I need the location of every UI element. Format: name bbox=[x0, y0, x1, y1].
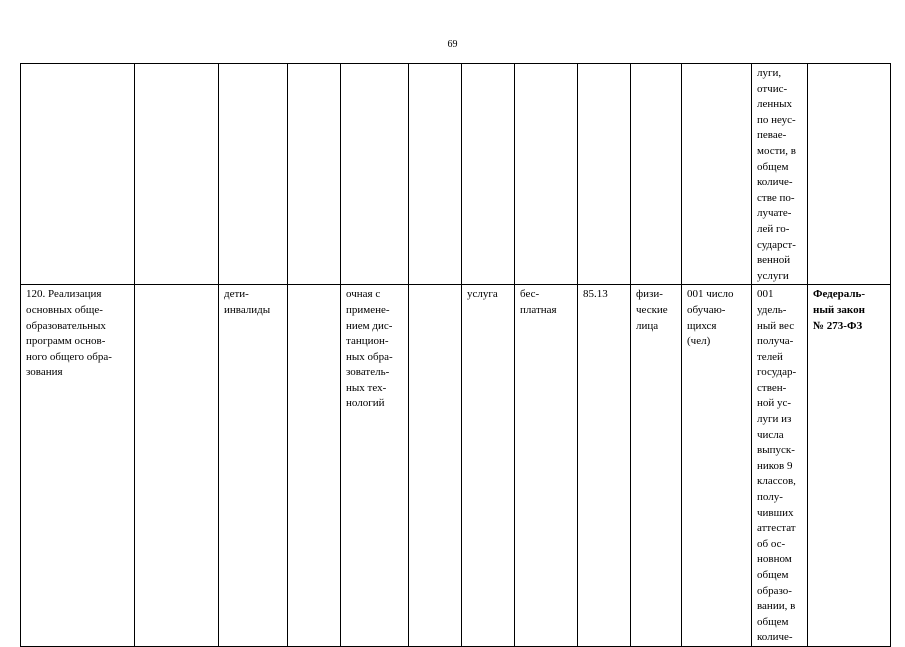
table-cell bbox=[288, 285, 341, 647]
table-cell bbox=[341, 64, 409, 285]
table-cell bbox=[409, 285, 462, 647]
volume-indicator-cell: 001 число обучаю- щихся (чел) bbox=[682, 285, 752, 647]
page-number: 69 bbox=[447, 39, 458, 50]
service-name-cell: 120. Реализация основных обще- образовательных программ основ- ного общего обра- зования bbox=[21, 285, 135, 647]
form-cell: очная с примене- нием дис- танцион- ных обра- зователь- ных тех- нологий bbox=[341, 285, 409, 647]
services-table bbox=[20, 63, 891, 647]
quality-indicator-cell: 001 удель- ный вес получа- телей государ- ствен- ной ус- луги из числа выпуск- ников 9 классов, полу- чивших аттестат об ос- новном общем образо- вании, в общем количе- bbox=[752, 285, 808, 647]
table-cell bbox=[135, 64, 219, 285]
table-cell bbox=[288, 64, 341, 285]
table-cell bbox=[808, 64, 891, 285]
table-cell bbox=[682, 64, 752, 285]
table-cell bbox=[515, 64, 578, 285]
type-cell: услуга bbox=[462, 285, 515, 647]
table-cell bbox=[135, 285, 219, 647]
payment-cell: бес- платная bbox=[515, 285, 578, 647]
table-cell bbox=[409, 64, 462, 285]
table-cell bbox=[578, 64, 631, 285]
table-cell-indicator-continued: луги, отчис- ленных по неус- певае- мости, в общем количе- стве по- лучате- лей го- сударст- венной услуги bbox=[752, 64, 808, 285]
table-cell bbox=[21, 64, 135, 285]
table-cell bbox=[631, 64, 682, 285]
table-row-120 bbox=[21, 285, 891, 647]
table-cell bbox=[462, 64, 515, 285]
legal-basis-cell: Федераль- ный закон № 273-ФЗ bbox=[808, 285, 891, 647]
code-cell: 85.13 bbox=[578, 285, 631, 647]
table-row-continuation bbox=[21, 64, 891, 285]
category-cell: дети- инвалиды bbox=[219, 285, 288, 647]
consumers-cell: физи- ческие лица bbox=[631, 285, 682, 647]
table-cell bbox=[219, 64, 288, 285]
